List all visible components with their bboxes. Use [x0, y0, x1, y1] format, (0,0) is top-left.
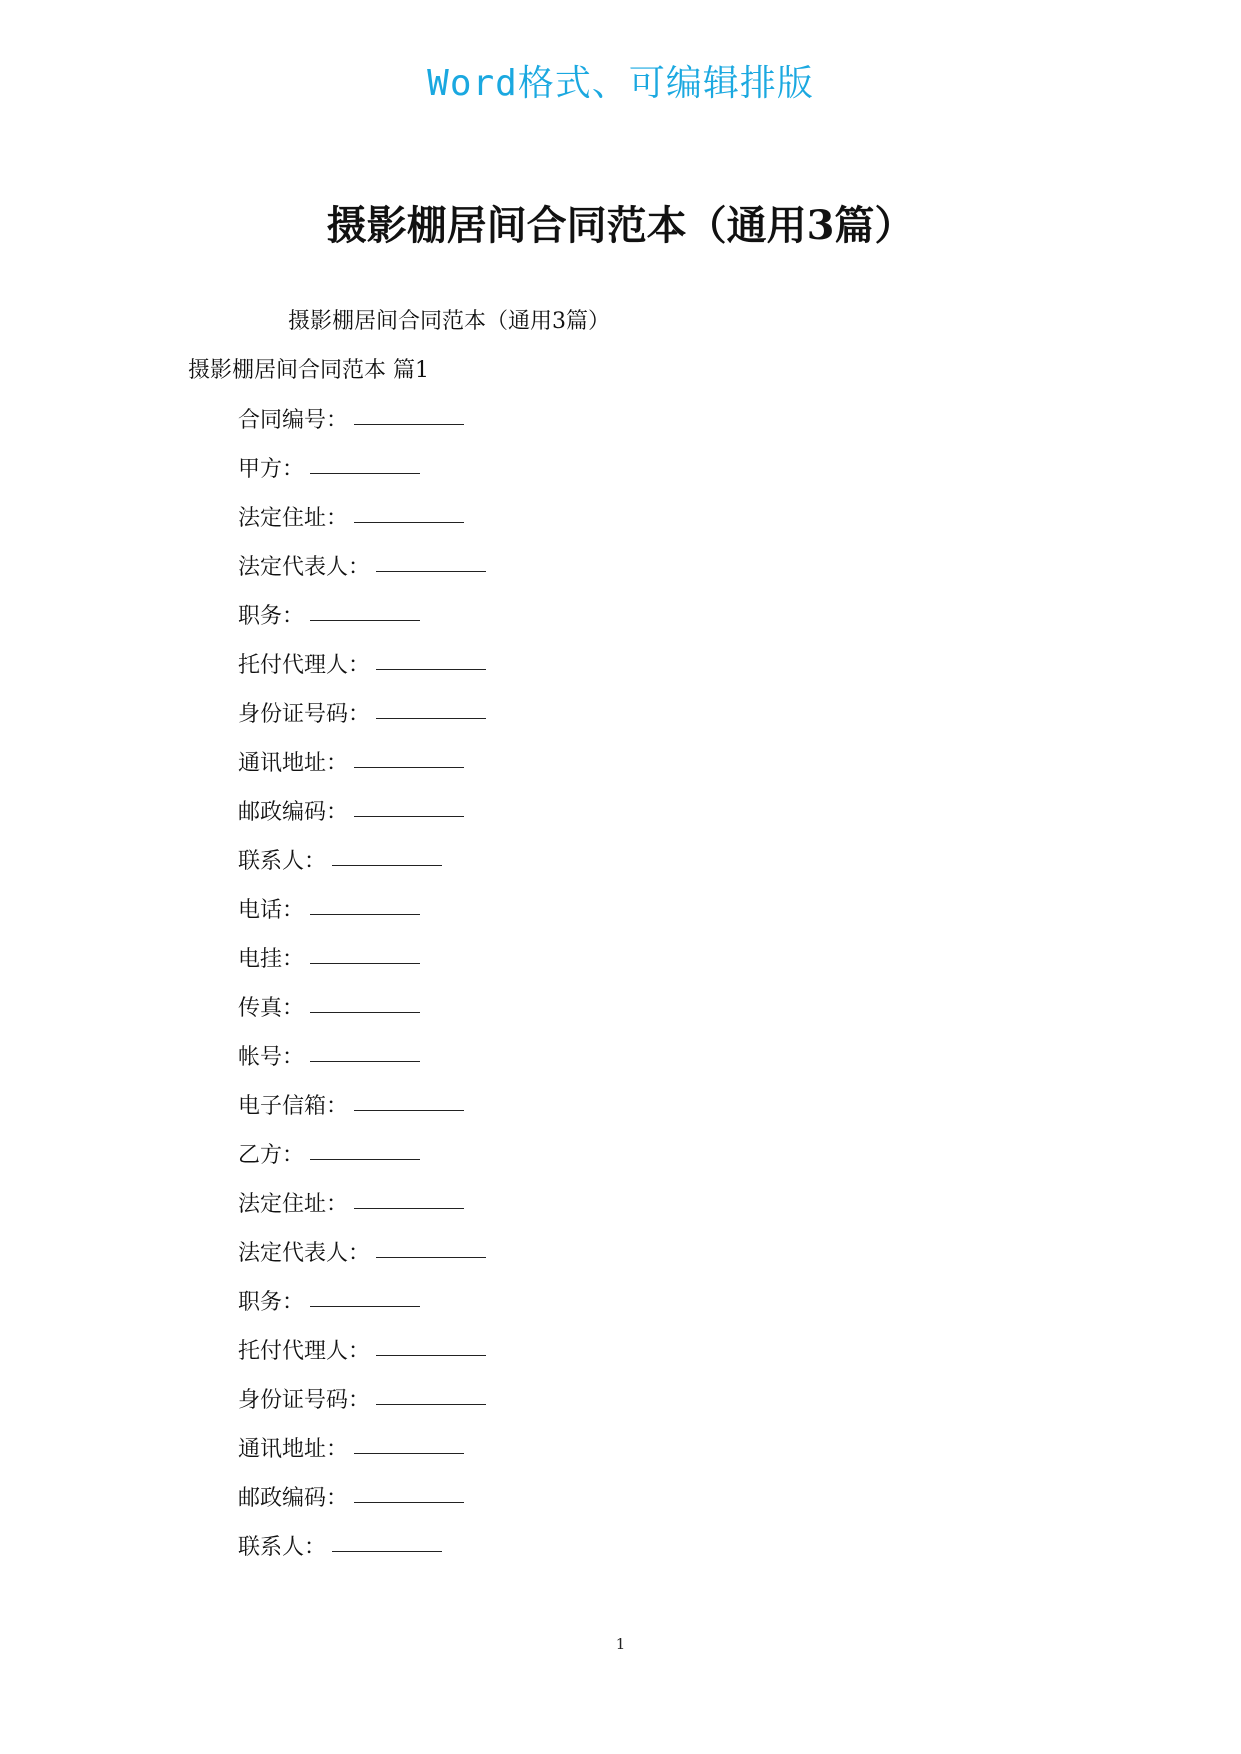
field-label: 通讯地址：	[238, 751, 349, 776]
field-label: 甲方：	[238, 457, 305, 482]
fill-in-blank	[354, 1182, 464, 1209]
field-party-a-phone	[238, 890, 486, 939]
format-banner: Word格式、可编辑排版	[427, 63, 814, 104]
field-label: 联系人：	[238, 1535, 327, 1560]
field-party-a-account	[238, 1037, 486, 1086]
field-party-b-mail-address	[238, 1429, 486, 1478]
fill-in-blank	[310, 937, 420, 964]
field-label: 合同编号：	[238, 408, 349, 433]
fill-in-blank	[354, 1476, 464, 1503]
field-party-a-telegraph	[238, 939, 486, 988]
fill-in-blank	[376, 643, 486, 670]
field-contract-number	[238, 400, 486, 449]
fill-in-blank	[332, 1525, 442, 1552]
section-heading: 摄影棚居间合同范本 篇1	[188, 358, 429, 383]
field-label: 电挂：	[238, 947, 305, 972]
field-label: 帐号：	[238, 1045, 305, 1070]
field-party-a-legal-rep	[238, 547, 486, 596]
field-label: 身份证号码：	[238, 702, 371, 727]
field-party-a-contact	[238, 841, 486, 890]
fill-in-blank	[354, 398, 464, 425]
field-party-a	[238, 449, 486, 498]
field-party-b-id-number	[238, 1380, 486, 1429]
field-label: 邮政编码：	[238, 800, 349, 825]
field-party-b	[238, 1135, 486, 1184]
fill-in-blank	[354, 1427, 464, 1454]
field-label: 职务：	[238, 604, 305, 629]
field-party-b-agent	[238, 1331, 486, 1380]
field-party-a-fax	[238, 988, 486, 1037]
field-label: 职务：	[238, 1290, 305, 1315]
field-party-a-agent	[238, 645, 486, 694]
field-party-b-postcode	[238, 1478, 486, 1527]
field-party-a-postcode	[238, 792, 486, 841]
field-label: 法定住址：	[238, 1192, 349, 1217]
field-label: 托付代理人：	[238, 653, 371, 678]
field-party-a-email	[238, 1086, 486, 1135]
document-title: 摄影棚居间合同范本（通用3篇）	[326, 202, 915, 249]
fill-in-blank	[376, 1378, 486, 1405]
fill-in-blank	[310, 1280, 420, 1307]
field-party-b-legal-rep	[238, 1233, 486, 1282]
fill-in-blank	[376, 1329, 486, 1356]
fill-in-blank	[310, 986, 420, 1013]
fill-in-blank	[310, 447, 420, 474]
fill-in-blank	[310, 1035, 420, 1062]
field-label: 法定代表人：	[238, 1241, 371, 1266]
field-label: 电话：	[238, 898, 305, 923]
field-party-b-position	[238, 1282, 486, 1331]
page-number: 1	[615, 1635, 626, 1653]
field-label: 邮政编码：	[238, 1486, 349, 1511]
fill-in-blank	[332, 839, 442, 866]
fill-in-blank	[376, 545, 486, 572]
field-label: 托付代理人：	[238, 1339, 371, 1364]
fill-in-blank	[354, 741, 464, 768]
field-label: 法定住址：	[238, 506, 349, 531]
field-party-b-address	[238, 1184, 486, 1233]
field-label: 法定代表人：	[238, 555, 371, 580]
field-label: 传真：	[238, 996, 305, 1021]
fill-in-blank	[376, 692, 486, 719]
fill-in-blank	[354, 790, 464, 817]
fill-in-blank	[310, 1133, 420, 1160]
fill-in-blank	[354, 1084, 464, 1111]
field-label: 乙方：	[238, 1143, 305, 1168]
field-party-a-address	[238, 498, 486, 547]
field-label: 电子信箱：	[238, 1094, 349, 1119]
field-party-a-position	[238, 596, 486, 645]
fill-in-blank	[310, 594, 420, 621]
field-party-b-contact	[238, 1527, 486, 1576]
field-label: 联系人：	[238, 849, 327, 874]
fill-in-blank	[354, 496, 464, 523]
document-subtitle: 摄影棚居间合同范本（通用3篇）	[288, 309, 610, 334]
field-party-a-mail-address	[238, 743, 486, 792]
field-label: 身份证号码：	[238, 1388, 371, 1413]
field-party-a-id-number	[238, 694, 486, 743]
fill-in-blank	[376, 1231, 486, 1258]
fill-in-blank	[310, 888, 420, 915]
field-label: 通讯地址：	[238, 1437, 349, 1462]
contract-field-list	[238, 400, 486, 1576]
